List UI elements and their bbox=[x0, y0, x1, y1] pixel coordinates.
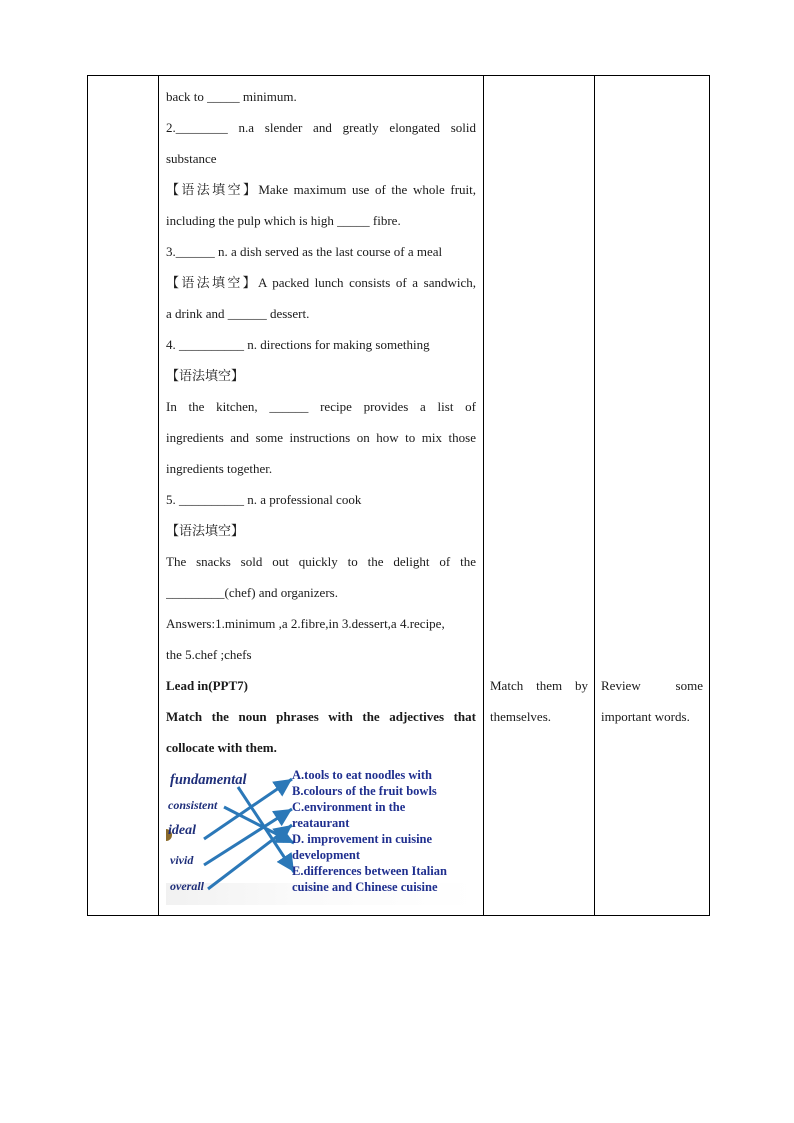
text-line: 【语法填空】 bbox=[166, 523, 245, 538]
text-line: In the kitchen, ______ recipe provides a list of bbox=[166, 399, 476, 414]
student-activity-cell bbox=[484, 76, 595, 916]
design-purpose-text: Review some bbox=[601, 678, 703, 693]
text-line: substance bbox=[166, 151, 217, 166]
text-line: a drink and ______ dessert. bbox=[166, 306, 310, 321]
text-line: The snacks sold out quickly to the delight of the bbox=[166, 554, 476, 569]
text-line: ingredients together. bbox=[166, 461, 273, 476]
design-purpose-text: important words. bbox=[601, 709, 690, 724]
teacher-activity-cell bbox=[159, 76, 484, 916]
lead-in-title: Lead in(PPT7) bbox=[166, 678, 248, 693]
adjective-label: fundamental bbox=[170, 772, 247, 788]
instruction-line: Match the noun phrases with the adjectives that bbox=[166, 709, 476, 724]
arrow-line bbox=[204, 809, 292, 865]
adjective-label: vivid bbox=[170, 853, 194, 867]
option-text: E.differences between Italian bbox=[292, 864, 447, 878]
design-purpose-cell bbox=[595, 76, 710, 916]
instruction-line: collocate with them. bbox=[166, 740, 277, 755]
adjective-label: overall bbox=[170, 879, 204, 893]
text-line: 【语法填空】 bbox=[166, 368, 245, 383]
option-text: development bbox=[292, 848, 361, 862]
text-line: 【语法填空】A packed lunch consists of a sandwich, bbox=[166, 275, 476, 290]
adjective-label: consistent bbox=[168, 798, 218, 812]
text-line: back to _____ minimum. bbox=[166, 89, 297, 104]
step-cell bbox=[88, 76, 159, 916]
text-line: 3.______ n. a dish served as the last course of a meal bbox=[166, 244, 443, 259]
option-text: cuisine and Chinese cuisine bbox=[292, 880, 438, 894]
adjective-label: ideal bbox=[168, 823, 196, 838]
matching-exercise-image bbox=[166, 767, 476, 915]
option-text: D. improvement in cuisine bbox=[292, 832, 433, 846]
option-text: C.environment in the bbox=[292, 800, 406, 814]
option-text: A.tools to eat noodles with bbox=[292, 768, 432, 782]
lesson-plan-table bbox=[87, 75, 710, 916]
arrow-line bbox=[224, 807, 294, 843]
text-line: Answers:1.minimum ,a 2.fibre,in 3.dessert,a 4.recipe, bbox=[166, 616, 445, 631]
text-line: including the pulp which is high _____ fibre. bbox=[166, 213, 401, 228]
text-line: 【语法填空】Make maximum use of the whole fruit, bbox=[166, 182, 476, 197]
text-line: the 5.chef ;chefs bbox=[166, 647, 252, 662]
student-activity-text: Match them by bbox=[490, 678, 588, 693]
text-line: 5. __________ n. a professional cook bbox=[166, 492, 362, 507]
option-text: B.colours of the fruit bowls bbox=[292, 784, 437, 798]
student-activity-text: themselves. bbox=[490, 709, 552, 724]
text-line: 2.________ n.a slender and greatly elongated solid bbox=[166, 120, 476, 135]
text-line: ingredients and some instructions on how to mix those bbox=[166, 430, 476, 445]
text-line: 4. __________ n. directions for making something bbox=[166, 337, 430, 352]
option-text: reataurant bbox=[292, 816, 350, 830]
text-line: _________(chef) and organizers. bbox=[166, 585, 338, 600]
